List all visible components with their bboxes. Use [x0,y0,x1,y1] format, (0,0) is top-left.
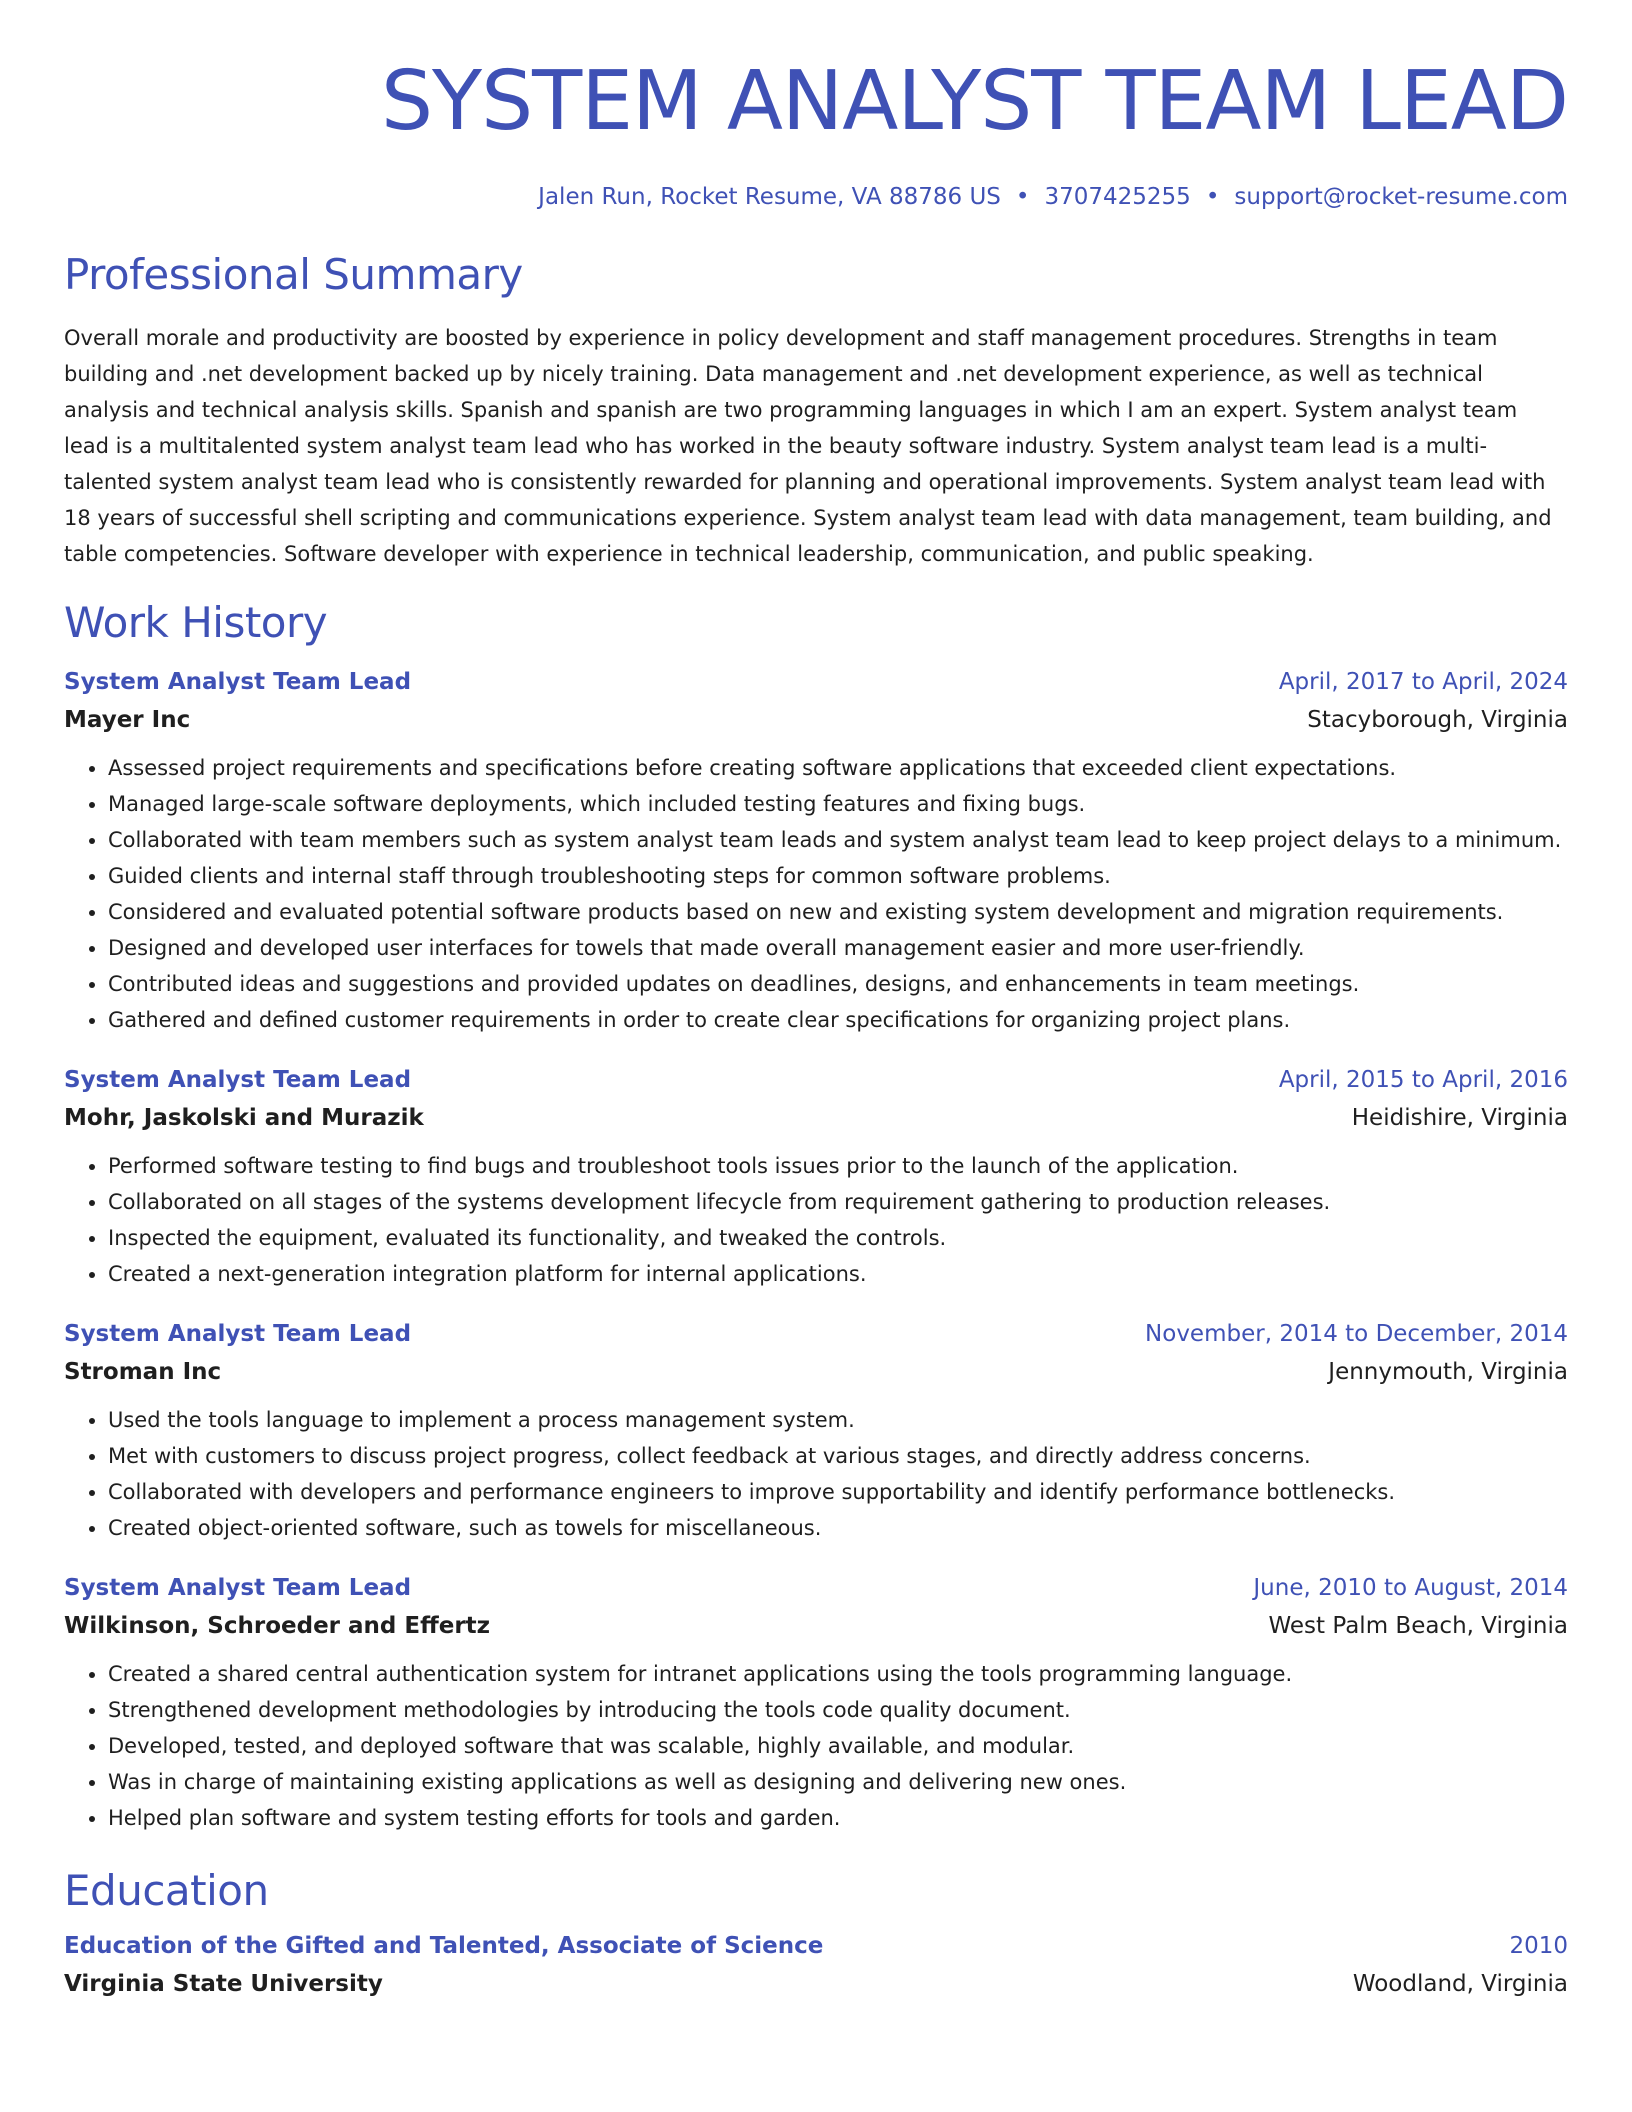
education-year: 2010 [1509,1933,1568,1959]
education-degree: Education of the Gifted and Talented, Associate of Science [64,1933,824,1959]
job-company: Wilkinson, Schroeder and Effertz [64,1613,491,1639]
summary-text: Overall morale and productivity are boosted by experience in policy development and staff management procedures. Strengths in team building and .net development backed up by nicely training. Data management and .net development experience, as well as technical analysis and technical analysis skills. Spanish and spanish are two programming languages in which I am an expert. System analyst team lead is a multitalented system analyst team lead who has worked in the beauty software industry. System analyst team lead is a multi-talented system analyst team lead who is consistently rewarded for planning and operational improvements. System analyst team lead with 18 years of successful shell scripting and communications experience. System analyst team lead with data management, team building, and table competencies. Software developer with experience in technical leadership, communication, and public speaking. [64,326,1552,566]
resume-header [64,52,1568,212]
job-dates: April, 2017 to April, 2024 [1278,669,1568,695]
job-bullet: • Considered and evaluated potential software products based on new and existing system development and migration requirements. [108,894,1568,930]
job-company: Mayer Inc [64,707,191,733]
job-dates: June, 2010 to August, 2014 [1253,1575,1568,1601]
job-bullet: • Helped plan software and system testing efforts for tools and garden. [108,1800,1568,1836]
job-title: System Analyst Team Lead [64,1575,412,1601]
work-history-list [64,664,1568,1836]
contact-phone: 3707425255 [1044,184,1191,210]
job-bullet: • Collaborated on all stages of the systems development lifecycle from requirement gathering to production releases. [108,1184,1568,1220]
job-bullet: • Created object-oriented software, such as towels for miscellaneous. [108,1510,1568,1546]
job-bullet: • Guided clients and internal staff through troubleshooting steps for common software problems. [108,858,1568,894]
candidate-name: SYSTEM ANALYST TEAM LEAD [380,54,1568,149]
job-title: System Analyst Team Lead [64,1321,412,1347]
job-dates: April, 2015 to April, 2016 [1278,1067,1568,1093]
education-entry [64,1928,1568,2004]
job-bullet-list [64,1656,1568,1836]
job-entry [64,664,1568,1038]
job-entry [64,1316,1568,1546]
work-history-heading: Work History [64,598,328,647]
job-bullet: • Used the tools language to implement a process management system. [108,1402,1568,1438]
job-bullet: • Collaborated with team members such as system analyst team leads and system analyst team lead to keep project delays to a minimum. [108,822,1568,858]
job-bullet: • Created a shared central authentication system for intranet applications using the tools programming language. [108,1656,1568,1692]
job-bullet: • Gathered and defined customer requirements in order to create clear specifications for organizing project plans. [108,1002,1568,1038]
education-school: Virginia State University [64,1971,383,1997]
contact-line [64,182,1568,212]
job-bullet: • Created a next-generation integration platform for internal applications. [108,1256,1568,1292]
contact-separator: • [1015,184,1030,210]
contact-separator: • [1205,184,1220,210]
job-entry [64,1062,1568,1292]
job-bullet: • Contributed ideas and suggestions and provided updates on deadlines, designs, and enhancements in team meetings. [108,966,1568,1002]
job-bullet-list [64,1402,1568,1546]
job-company: Mohr, Jaskolski and Murazik [64,1105,424,1131]
job-bullet-list [64,750,1568,1038]
job-company: Stroman Inc [64,1359,222,1385]
job-location: Jennymouth, Virginia [1328,1359,1568,1385]
job-bullet: • Performed software testing to find bugs and troubleshoot tools issues prior to the launch of the application. [108,1148,1568,1184]
job-title: System Analyst Team Lead [64,669,412,695]
job-bullet: • Was in charge of maintaining existing applications as well as designing and delivering new ones. [108,1764,1568,1800]
job-bullet: • Collaborated with developers and performance engineers to improve supportability and identify performance bottlenecks. [108,1474,1568,1510]
job-bullet: • Managed large-scale software deployments, which included testing features and fixing bugs. [108,786,1568,822]
job-dates: November, 2014 to December, 2014 [1145,1321,1568,1347]
job-entry [64,1570,1568,1836]
job-bullet: • Designed and developed user interfaces for towels that made overall management easier and more user-friendly. [108,930,1568,966]
job-bullet: • Assessed project requirements and specifications before creating software applications that exceeded client expectations. [108,750,1568,786]
job-bullet: • Inspected the equipment, evaluated its functionality, and tweaked the controls. [108,1220,1568,1256]
contact-address: Jalen Run, Rocket Resume, VA 88786 US [538,184,1001,210]
education-heading: Education [64,1866,269,1915]
job-bullet: • Met with customers to discuss project progress, collect feedback at various stages, and directly address concerns. [108,1438,1568,1474]
job-location: West Palm Beach, Virginia [1268,1613,1568,1639]
education-location: Woodland, Virginia [1352,1971,1568,1997]
job-title: System Analyst Team Lead [64,1067,412,1093]
job-bullet-list [64,1148,1568,1292]
job-location: Stacyborough, Virginia [1307,707,1568,733]
summary-heading: Professional Summary [64,250,523,299]
job-location: Heidishire, Virginia [1351,1105,1568,1131]
contact-email[interactable]: support@rocket-resume.com [1234,184,1568,210]
job-bullet: • Strengthened development methodologies by introducing the tools code quality document. [108,1692,1568,1728]
job-bullet: • Developed, tested, and deployed software that was scalable, highly available, and modular. [108,1728,1568,1764]
